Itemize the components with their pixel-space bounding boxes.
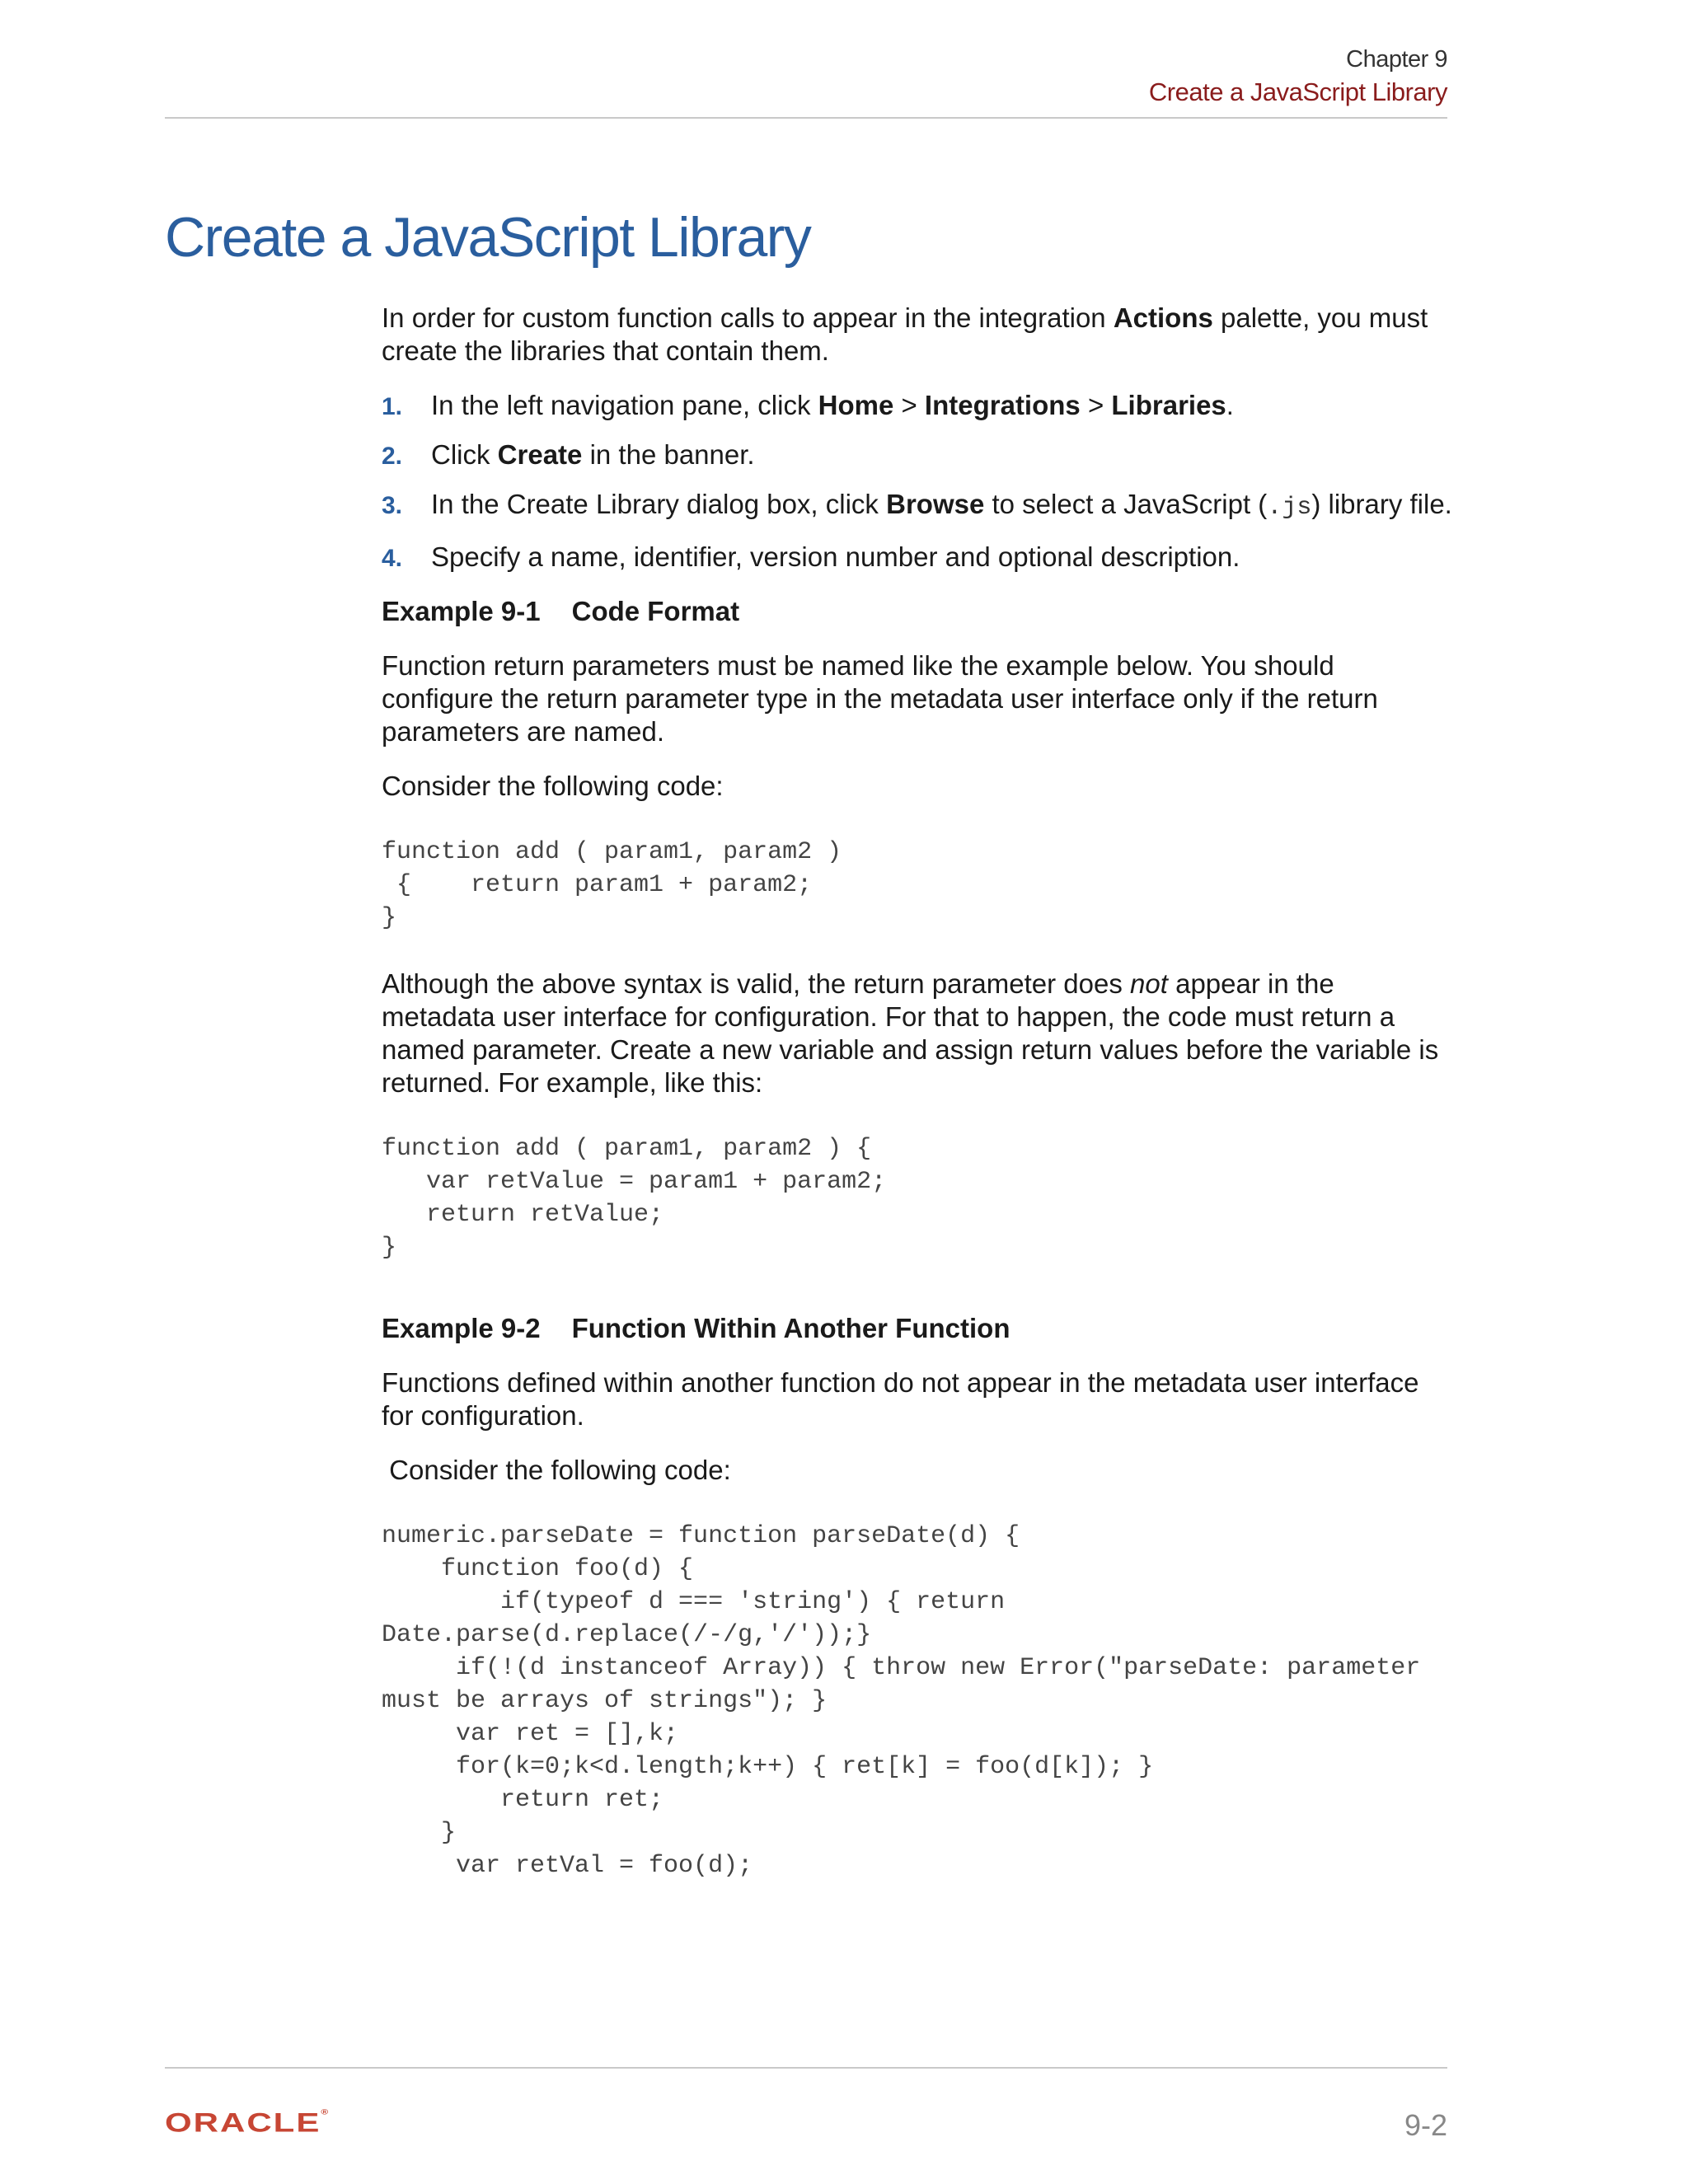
intro-text: In order for custom function calls to appear in the integration	[382, 302, 1114, 333]
oracle-logo	[165, 2107, 328, 2138]
step-item	[382, 389, 1453, 422]
page-title: Create a JavaScript Library	[165, 206, 811, 269]
example-2-consider: Consider the following code:	[382, 1455, 731, 1485]
step-text: .	[1226, 390, 1234, 420]
code-block: function add ( param1, param2 ) { var retValue = param1 + param2; return retValue; }	[382, 1135, 887, 1262]
explanation-text: Although the above syntax is valid, the return parameter does	[382, 968, 1131, 999]
example-1-explanation	[382, 968, 1453, 1099]
example-1-paragraph: Function return parameters must be named like the example below. You should configure the return parameter type in the metadata user interface only if the return parameters are named.	[382, 650, 1378, 747]
page-number: 9-2	[1404, 2108, 1447, 2142]
step-number: 4.	[382, 545, 403, 572]
explanation-text-end: appear in the metadata user interface for configuration. For that to happen, the code must return a named parameter. Create a new variable and assign return values before the variable is returned. For example, like this:	[382, 968, 1439, 1098]
chapter-label: Chapter 9	[1346, 46, 1447, 73]
code-block: function add ( param1, param2 ) { return param1 + param2; }	[382, 838, 842, 932]
example-2-paragraph: Functions defined within another function do not appear in the metadata user interface for configuration.	[382, 1367, 1419, 1431]
intro-paragraph	[382, 302, 1453, 368]
step-number: 1.	[382, 393, 403, 420]
step-text: In the Create Library dialog box, click	[431, 489, 887, 519]
footer-divider	[165, 2067, 1447, 2069]
step-text: ) library file.	[1311, 489, 1452, 519]
step-text: >	[1080, 390, 1112, 420]
example-1-consider: Consider the following code:	[382, 771, 724, 801]
step-number: 3.	[382, 492, 403, 519]
example-label: Example 9-1	[382, 596, 541, 626]
running-header	[1149, 43, 1447, 109]
step-text: to select a JavaScript (	[984, 489, 1268, 519]
steps-list	[382, 389, 1453, 574]
browse-bold: Browse	[886, 489, 985, 519]
step-text: Click	[431, 439, 498, 470]
registered-mark: ®	[321, 2107, 329, 2116]
step-number: 2.	[382, 443, 403, 470]
actions-bold: Actions	[1113, 302, 1213, 333]
example-1-title	[382, 595, 1453, 628]
example-name: Function Within Another Function	[571, 1313, 1010, 1343]
example-2-title	[382, 1312, 1453, 1345]
logo-text: ORACLE	[165, 2107, 321, 2138]
code-block: numeric.parseDate = function parseDate(d) { function foo(d) { if(typeof d === 'string') { return Date.parse(d.replace(/-/g,'/'));} if(!(d instanceof Array)) { throw new Error("parseDate: parameter must be arrays of strings"); } var ret = [],k; for(k=0;k<d.length;k++) { ret[k] = foo(d[k]); } return ret; } var retVal = foo(d);	[382, 1522, 1421, 1880]
section-link[interactable]: Create a JavaScript Library	[1148, 77, 1447, 106]
libraries-bold: Libraries	[1111, 390, 1226, 420]
example-name: Code Format	[571, 596, 740, 626]
step-text: >	[893, 390, 925, 420]
not-emphasis: not	[1130, 968, 1168, 999]
step-item	[382, 438, 1453, 471]
main-content	[382, 302, 1453, 1915]
example-label: Example 9-2	[382, 1313, 541, 1343]
integrations-bold: Integrations	[924, 390, 1081, 420]
create-bold: Create	[497, 439, 583, 470]
step-item	[382, 488, 1453, 524]
step-text: in the banner.	[582, 439, 755, 470]
step-text: In the left navigation pane, click	[431, 390, 818, 420]
home-bold: Home	[818, 390, 894, 420]
js-extension-code: .js	[1267, 494, 1312, 522]
step-text: Specify a name, identifier, version number and optional description.	[431, 541, 1240, 572]
intro-text-end: palette, you must create the libraries that contain them.	[382, 302, 1428, 366]
header-divider	[165, 117, 1447, 119]
step-item	[382, 541, 1453, 574]
